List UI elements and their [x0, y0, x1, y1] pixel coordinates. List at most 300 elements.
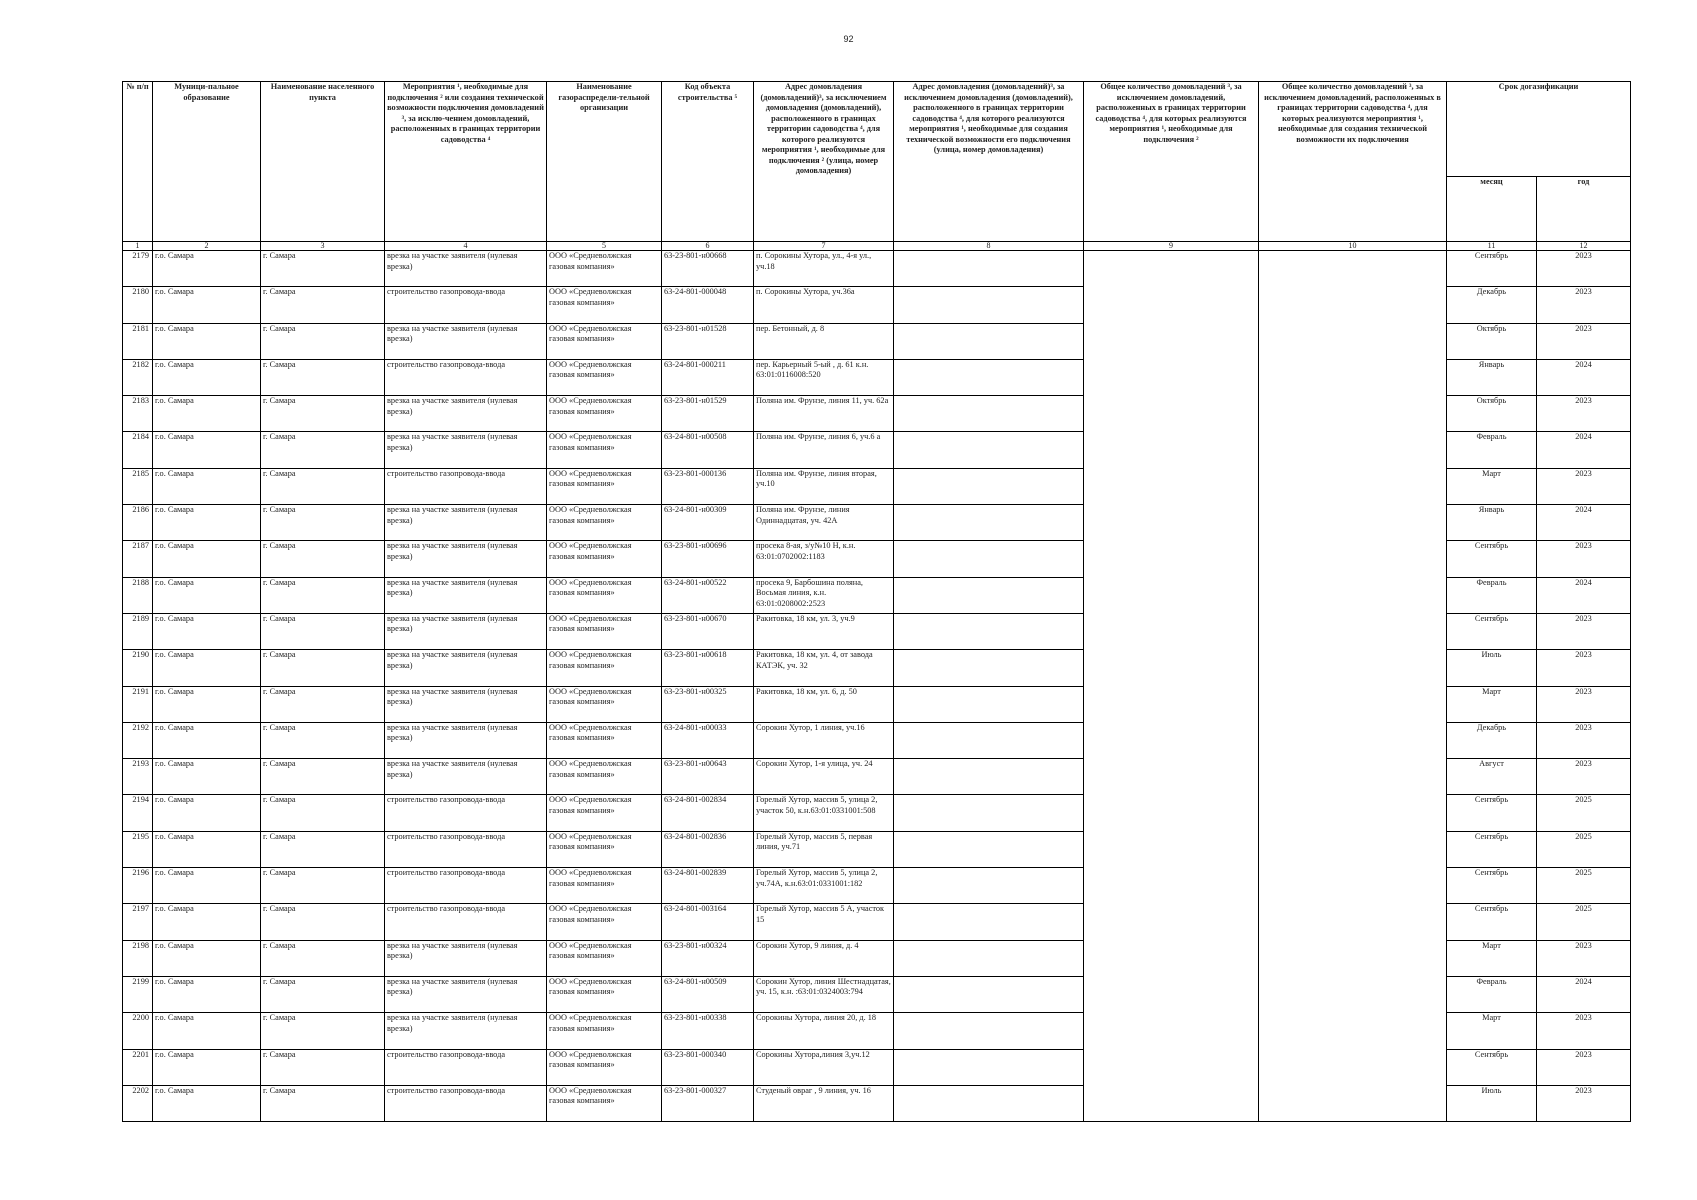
row-code: 63-23-801-000340	[662, 1049, 754, 1085]
row-count-connect	[1084, 650, 1259, 686]
col-number: 7	[754, 242, 894, 251]
row-municipality: г.о. Самара	[153, 686, 261, 722]
row-settlement: г. Самара	[261, 432, 385, 468]
row-count-tech	[1259, 686, 1447, 722]
row-address: Горелый Хутор, массив 5 А, участок 15	[754, 904, 894, 940]
row-municipality: г.о. Самара	[153, 251, 261, 287]
header-address-connect: Адрес домовладения (домовладений)³, за исключением домовладения (домовладений), расположенного в границах территории садоводства ⁴, для которого реализуются мероприятия ¹, необходимые для подключения ² (улица, номер домовладения)	[754, 82, 894, 242]
row-municipality: г.о. Самара	[153, 940, 261, 976]
row-count-tech	[1259, 904, 1447, 940]
row-code: 63-24-801-003164	[662, 904, 754, 940]
row-year: 2024	[1537, 505, 1631, 541]
row-count-tech	[1259, 577, 1447, 613]
row-year: 2023	[1537, 759, 1631, 795]
row-address-tech	[894, 759, 1084, 795]
row-org: ООО «Средневолжская газовая компания»	[547, 650, 662, 686]
row-settlement: г. Самара	[261, 759, 385, 795]
row-count-connect	[1084, 541, 1259, 577]
row-year: 2023	[1537, 686, 1631, 722]
row-number: 2202	[123, 1085, 153, 1121]
row-address: Горелый Хутор, массив 5, улица 2, уч.74А, к.н.63:01:0331001:182	[754, 868, 894, 904]
row-count-connect	[1084, 396, 1259, 432]
col-number: 3	[261, 242, 385, 251]
row-address-tech	[894, 976, 1084, 1012]
row-org: ООО «Средневолжская газовая компания»	[547, 686, 662, 722]
row-settlement: г. Самара	[261, 940, 385, 976]
row-code: 63-23-801-н00696	[662, 541, 754, 577]
row-month: Август	[1447, 759, 1537, 795]
row-year: 2023	[1537, 287, 1631, 323]
row-number: 2180	[123, 287, 153, 323]
row-address-tech	[894, 396, 1084, 432]
row-municipality: г.о. Самара	[153, 831, 261, 867]
row-measure: строительство газопровода-ввода	[385, 831, 547, 867]
row-address: Поляна им. Фрунзе, линия 6, уч.6 а	[754, 432, 894, 468]
row-count-tech	[1259, 868, 1447, 904]
row-measure: строительство газопровода-ввода	[385, 904, 547, 940]
table-row	[123, 287, 1631, 323]
row-count-tech	[1259, 831, 1447, 867]
row-count-tech	[1259, 323, 1447, 359]
row-address-tech	[894, 613, 1084, 649]
row-code: 63-24-801-н00309	[662, 505, 754, 541]
row-count-connect	[1084, 759, 1259, 795]
row-count-tech	[1259, 396, 1447, 432]
row-year: 2023	[1537, 940, 1631, 976]
row-month: Июль	[1447, 650, 1537, 686]
row-settlement: г. Самара	[261, 505, 385, 541]
row-org: ООО «Средневолжская газовая компания»	[547, 541, 662, 577]
col-number: 11	[1447, 242, 1537, 251]
row-address: просека 9, Барбошина поляна, Восьмая линия, к.н. 63:01:0208002:2523	[754, 577, 894, 613]
row-count-tech	[1259, 432, 1447, 468]
row-address-tech	[894, 650, 1084, 686]
row-count-tech	[1259, 613, 1447, 649]
row-month: Март	[1447, 940, 1537, 976]
header-address-tech: Адрес домовладения (домовладений)³, за исключением домовладения (домовладений), расположенного в границах территории садоводства ⁴, для которого реализуются мероприятия ¹, необходимые для создания технической возможности его подключения (улица, номер домовладения)	[894, 82, 1084, 242]
row-address: Сорокин Хутор, 1 линия, уч.16	[754, 722, 894, 758]
row-number: 2199	[123, 976, 153, 1012]
row-measure: врезка на участке заявителя (нулевая врезка)	[385, 722, 547, 758]
row-number: 2198	[123, 940, 153, 976]
row-measure: строительство газопровода-ввода	[385, 359, 547, 395]
row-count-connect	[1084, 613, 1259, 649]
table-row	[123, 323, 1631, 359]
row-settlement: г. Самара	[261, 396, 385, 432]
row-count-connect	[1084, 1085, 1259, 1121]
row-year: 2023	[1537, 541, 1631, 577]
row-code: 63-23-801-н00643	[662, 759, 754, 795]
row-measure: строительство газопровода-ввода	[385, 1049, 547, 1085]
row-code: 63-24-801-002839	[662, 868, 754, 904]
table-row	[123, 251, 1631, 287]
row-month: Сентябрь	[1447, 541, 1537, 577]
row-settlement: г. Самара	[261, 1013, 385, 1049]
row-year: 2024	[1537, 976, 1631, 1012]
row-org: ООО «Средневолжская газовая компания»	[547, 831, 662, 867]
row-municipality: г.о. Самара	[153, 1013, 261, 1049]
col-number: 5	[547, 242, 662, 251]
row-measure: врезка на участке заявителя (нулевая врезка)	[385, 396, 547, 432]
col-number: 4	[385, 242, 547, 251]
row-number: 2186	[123, 505, 153, 541]
row-number: 2191	[123, 686, 153, 722]
table-row	[123, 541, 1631, 577]
row-number: 2197	[123, 904, 153, 940]
row-address-tech	[894, 432, 1084, 468]
row-address-tech	[894, 359, 1084, 395]
header-count-connect: Общее количество домовладений ³, за исключением домовладений, расположенных в границах территории садоводства ⁴, для которых реализуются мероприятия ¹, необходимые для подключения ²	[1084, 82, 1259, 242]
table-row	[123, 904, 1631, 940]
row-number: 2194	[123, 795, 153, 831]
table-row	[123, 432, 1631, 468]
row-month: Февраль	[1447, 432, 1537, 468]
row-measure: строительство газопровода-ввода	[385, 287, 547, 323]
row-count-connect	[1084, 831, 1259, 867]
row-count-tech	[1259, 505, 1447, 541]
row-measure: врезка на участке заявителя (нулевая врезка)	[385, 541, 547, 577]
row-municipality: г.о. Самара	[153, 650, 261, 686]
row-count-tech	[1259, 541, 1447, 577]
header-org: Наименование газораспредели-тельной организации	[547, 82, 662, 242]
row-count-connect	[1084, 251, 1259, 287]
row-year: 2024	[1537, 359, 1631, 395]
row-municipality: г.о. Самара	[153, 904, 261, 940]
row-municipality: г.о. Самара	[153, 468, 261, 504]
row-settlement: г. Самара	[261, 287, 385, 323]
row-org: ООО «Средневолжская газовая компания»	[547, 904, 662, 940]
row-org: ООО «Средневолжская газовая компания»	[547, 759, 662, 795]
table-row	[123, 722, 1631, 758]
row-settlement: г. Самара	[261, 904, 385, 940]
row-measure: врезка на участке заявителя (нулевая врезка)	[385, 613, 547, 649]
row-address-tech	[894, 868, 1084, 904]
row-address: Сорокины Хутора,линия 3,уч.12	[754, 1049, 894, 1085]
row-address: Поляна им. Фрунзе, линия 11, уч. 62а	[754, 396, 894, 432]
table-row	[123, 795, 1631, 831]
table-row	[123, 759, 1631, 795]
row-month: Сентябрь	[1447, 904, 1537, 940]
row-address-tech	[894, 505, 1084, 541]
row-count-tech	[1259, 359, 1447, 395]
row-year: 2025	[1537, 795, 1631, 831]
row-municipality: г.о. Самара	[153, 1085, 261, 1121]
row-year: 2023	[1537, 1085, 1631, 1121]
row-settlement: г. Самара	[261, 577, 385, 613]
col-number: 1	[123, 242, 153, 251]
row-number: 2196	[123, 868, 153, 904]
row-count-tech	[1259, 468, 1447, 504]
row-address: просека 8-ая, з/у№10 Н, к.н. 63:01:0702002:1183	[754, 541, 894, 577]
header-month: месяц	[1447, 177, 1537, 242]
row-code: 63-23-801-н01529	[662, 396, 754, 432]
row-count-connect	[1084, 432, 1259, 468]
row-count-connect	[1084, 505, 1259, 541]
row-number: 2201	[123, 1049, 153, 1085]
row-settlement: г. Самара	[261, 686, 385, 722]
row-address-tech	[894, 541, 1084, 577]
row-address-tech	[894, 287, 1084, 323]
row-address-tech	[894, 1049, 1084, 1085]
row-org: ООО «Средневолжская газовая компания»	[547, 468, 662, 504]
row-measure: строительство газопровода-ввода	[385, 1085, 547, 1121]
row-address-tech	[894, 940, 1084, 976]
page-number: 92	[843, 34, 854, 44]
row-address-tech	[894, 577, 1084, 613]
row-month: Январь	[1447, 359, 1537, 395]
row-count-connect	[1084, 904, 1259, 940]
row-org: ООО «Средневолжская газовая компания»	[547, 868, 662, 904]
row-code: 63-23-801-н01528	[662, 323, 754, 359]
row-number: 2187	[123, 541, 153, 577]
table-row	[123, 396, 1631, 432]
row-count-tech	[1259, 759, 1447, 795]
row-number: 2200	[123, 1013, 153, 1049]
row-org: ООО «Средневолжская газовая компания»	[547, 940, 662, 976]
row-count-connect	[1084, 323, 1259, 359]
row-address-tech	[894, 904, 1084, 940]
row-month: Октябрь	[1447, 323, 1537, 359]
row-address: Ракитовка, 18 км, ул. 6, д. 50	[754, 686, 894, 722]
row-count-connect	[1084, 976, 1259, 1012]
row-org: ООО «Средневолжская газовая компания»	[547, 1085, 662, 1121]
row-count-tech	[1259, 722, 1447, 758]
row-year: 2024	[1537, 577, 1631, 613]
row-measure: врезка на участке заявителя (нулевая врезка)	[385, 686, 547, 722]
row-municipality: г.о. Самара	[153, 795, 261, 831]
header-code: Код объекта строительства ⁵	[662, 82, 754, 242]
row-address: Сорокин Хутор, 9 линия, д. 4	[754, 940, 894, 976]
header-num: № п/п	[123, 82, 153, 242]
row-number: 2193	[123, 759, 153, 795]
row-measure: строительство газопровода-ввода	[385, 868, 547, 904]
row-municipality: г.о. Самара	[153, 722, 261, 758]
row-address: Горелый Хутор, массив 5, улица 2, участок 50, к.н.63:01:0331001:508	[754, 795, 894, 831]
row-org: ООО «Средневолжская газовая компания»	[547, 1049, 662, 1085]
header-municipality: Муници-пальное образование	[153, 82, 261, 242]
row-year: 2023	[1537, 323, 1631, 359]
row-measure: врезка на участке заявителя (нулевая врезка)	[385, 432, 547, 468]
table-row	[123, 613, 1631, 649]
row-year: 2024	[1537, 432, 1631, 468]
row-number: 2183	[123, 396, 153, 432]
row-org: ООО «Средневолжская газовая компания»	[547, 432, 662, 468]
row-count-connect	[1084, 868, 1259, 904]
row-code: 63-24-801-000048	[662, 287, 754, 323]
row-month: Июль	[1447, 1085, 1537, 1121]
row-count-tech	[1259, 1013, 1447, 1049]
header-settlement: Наименование населенного пункта	[261, 82, 385, 242]
row-municipality: г.о. Самара	[153, 432, 261, 468]
table-row	[123, 1013, 1631, 1049]
row-measure: врезка на участке заявителя (нулевая врезка)	[385, 650, 547, 686]
row-number: 2179	[123, 251, 153, 287]
row-month: Февраль	[1447, 577, 1537, 613]
row-year: 2023	[1537, 613, 1631, 649]
row-number: 2182	[123, 359, 153, 395]
row-address: Поляна им. Фрунзе, линия Одиннадцатая, уч. 42А	[754, 505, 894, 541]
row-org: ООО «Средневолжская газовая компания»	[547, 287, 662, 323]
row-year: 2025	[1537, 831, 1631, 867]
row-number: 2181	[123, 323, 153, 359]
row-settlement: г. Самара	[261, 323, 385, 359]
table-row	[123, 940, 1631, 976]
row-year: 2023	[1537, 468, 1631, 504]
row-org: ООО «Средневолжская газовая компания»	[547, 359, 662, 395]
col-number: 6	[662, 242, 754, 251]
row-address: Горелый Хутор, массив 5, первая линия, уч.71	[754, 831, 894, 867]
row-count-tech	[1259, 976, 1447, 1012]
row-org: ООО «Средневолжская газовая компания»	[547, 323, 662, 359]
row-address: пер. Бетонный, д. 8	[754, 323, 894, 359]
row-number: 2188	[123, 577, 153, 613]
row-address: Сорокин Хутор, линия Шестнадцатая, уч. 15, к.н. :63:01:0324003:794	[754, 976, 894, 1012]
row-municipality: г.о. Самара	[153, 1049, 261, 1085]
row-number: 2192	[123, 722, 153, 758]
row-municipality: г.о. Самара	[153, 287, 261, 323]
row-count-connect	[1084, 795, 1259, 831]
row-year: 2025	[1537, 868, 1631, 904]
row-code: 63-23-801-н00324	[662, 940, 754, 976]
col-number: 9	[1084, 242, 1259, 251]
row-settlement: г. Самара	[261, 795, 385, 831]
row-code: 63-23-801-н00325	[662, 686, 754, 722]
row-address: п. Сорокины Хутора, уч.36а	[754, 287, 894, 323]
header-measures: Мероприятия ¹, необходимые для подключения ² или создания технической возможности подключения домовладений ³, за исклю-чением домовладений, расположенных в границах территории садоводства ⁴	[385, 82, 547, 242]
row-month: Сентябрь	[1447, 831, 1537, 867]
row-org: ООО «Средневолжская газовая компания»	[547, 577, 662, 613]
row-code: 63-23-801-000136	[662, 468, 754, 504]
table-row	[123, 505, 1631, 541]
row-number: 2190	[123, 650, 153, 686]
row-settlement: г. Самара	[261, 613, 385, 649]
row-month: Март	[1447, 468, 1537, 504]
row-settlement: г. Самара	[261, 831, 385, 867]
row-code: 63-24-801-н00508	[662, 432, 754, 468]
row-municipality: г.о. Самара	[153, 613, 261, 649]
header-deadline: Срок догазификации	[1447, 82, 1631, 177]
row-month: Декабрь	[1447, 287, 1537, 323]
row-measure: строительство газопровода-ввода	[385, 795, 547, 831]
row-measure: врезка на участке заявителя (нулевая врезка)	[385, 323, 547, 359]
row-settlement: г. Самара	[261, 722, 385, 758]
table-row	[123, 359, 1631, 395]
row-municipality: г.о. Самара	[153, 577, 261, 613]
row-address: Сорокины Хутора, линия 20, д. 18	[754, 1013, 894, 1049]
row-code: 63-23-801-н00670	[662, 613, 754, 649]
row-org: ООО «Средневолжская газовая компания»	[547, 251, 662, 287]
row-measure: строительство газопровода-ввода	[385, 468, 547, 504]
row-code: 63-23-801-н00338	[662, 1013, 754, 1049]
row-count-tech	[1259, 650, 1447, 686]
col-number: 8	[894, 242, 1084, 251]
row-measure: врезка на участке заявителя (нулевая врезка)	[385, 251, 547, 287]
row-count-connect	[1084, 1049, 1259, 1085]
row-municipality: г.о. Самара	[153, 759, 261, 795]
row-org: ООО «Средневолжская газовая компания»	[547, 505, 662, 541]
row-month: Сентябрь	[1447, 251, 1537, 287]
row-code: 63-24-801-н00522	[662, 577, 754, 613]
row-count-tech	[1259, 1085, 1447, 1121]
row-settlement: г. Самара	[261, 868, 385, 904]
row-address-tech	[894, 686, 1084, 722]
row-settlement: г. Самара	[261, 1049, 385, 1085]
row-address-tech	[894, 323, 1084, 359]
row-address: п. Сорокины Хутора, ул., 4-я ул., уч.18	[754, 251, 894, 287]
row-month: Февраль	[1447, 976, 1537, 1012]
row-org: ООО «Средневолжская газовая компания»	[547, 396, 662, 432]
col-number: 2	[153, 242, 261, 251]
row-settlement: г. Самара	[261, 650, 385, 686]
row-municipality: г.о. Самара	[153, 323, 261, 359]
row-count-connect	[1084, 468, 1259, 504]
header-count-tech: Общее количество домовладений ³, за исключением домовладений, расположенных в границах территории садоводства ⁴, для которых реализуются мероприятия ¹, необходимые для создания технической возможности их подключения	[1259, 82, 1447, 242]
row-address: Ракитовка, 18 км, ул. 4, от завода КАТЭК, уч. 32	[754, 650, 894, 686]
row-address: Студеный овраг , 9 линия, уч. 16	[754, 1085, 894, 1121]
row-municipality: г.о. Самара	[153, 359, 261, 395]
row-year: 2023	[1537, 722, 1631, 758]
row-number: 2185	[123, 468, 153, 504]
col-number: 12	[1537, 242, 1631, 251]
header-year: год	[1537, 177, 1631, 242]
row-address-tech	[894, 722, 1084, 758]
row-month: Сентябрь	[1447, 613, 1537, 649]
row-code: 63-24-801-002836	[662, 831, 754, 867]
row-org: ООО «Средневолжская газовая компания»	[547, 722, 662, 758]
table-row	[123, 868, 1631, 904]
row-address-tech	[894, 251, 1084, 287]
row-code: 63-23-801-000327	[662, 1085, 754, 1121]
row-address-tech	[894, 831, 1084, 867]
row-code: 63-24-801-002834	[662, 795, 754, 831]
table-row	[123, 831, 1631, 867]
row-address: пер. Карьерный 5-ый , д. 61 к.н. 63:01:0116008:520	[754, 359, 894, 395]
row-code: 63-24-801-н00509	[662, 976, 754, 1012]
row-code: 63-23-801-н00668	[662, 251, 754, 287]
row-count-connect	[1084, 722, 1259, 758]
row-count-connect	[1084, 287, 1259, 323]
row-year: 2023	[1537, 251, 1631, 287]
row-org: ООО «Средневолжская газовая компания»	[547, 613, 662, 649]
row-year: 2023	[1537, 1049, 1631, 1085]
row-count-connect	[1084, 940, 1259, 976]
row-year: 2023	[1537, 650, 1631, 686]
table-row	[123, 686, 1631, 722]
row-measure: врезка на участке заявителя (нулевая врезка)	[385, 1013, 547, 1049]
row-count-connect	[1084, 686, 1259, 722]
row-measure: врезка на участке заявителя (нулевая врезка)	[385, 759, 547, 795]
row-address: Сорокин Хутор, 1-я улица, уч. 24	[754, 759, 894, 795]
row-count-connect	[1084, 1013, 1259, 1049]
row-municipality: г.о. Самара	[153, 541, 261, 577]
row-municipality: г.о. Самара	[153, 976, 261, 1012]
row-municipality: г.о. Самара	[153, 505, 261, 541]
row-municipality: г.о. Самара	[153, 868, 261, 904]
row-count-tech	[1259, 940, 1447, 976]
row-settlement: г. Самара	[261, 359, 385, 395]
row-settlement: г. Самара	[261, 976, 385, 1012]
table-row	[123, 577, 1631, 613]
row-code: 63-24-801-000211	[662, 359, 754, 395]
row-count-tech	[1259, 251, 1447, 287]
row-address-tech	[894, 1085, 1084, 1121]
row-address: Поляна им. Фрунзе, линия вторая, уч.10	[754, 468, 894, 504]
row-org: ООО «Средневолжская газовая компания»	[547, 976, 662, 1012]
gasification-table	[122, 81, 1631, 1122]
row-measure: врезка на участке заявителя (нулевая врезка)	[385, 505, 547, 541]
row-month: Сентябрь	[1447, 795, 1537, 831]
row-address-tech	[894, 468, 1084, 504]
